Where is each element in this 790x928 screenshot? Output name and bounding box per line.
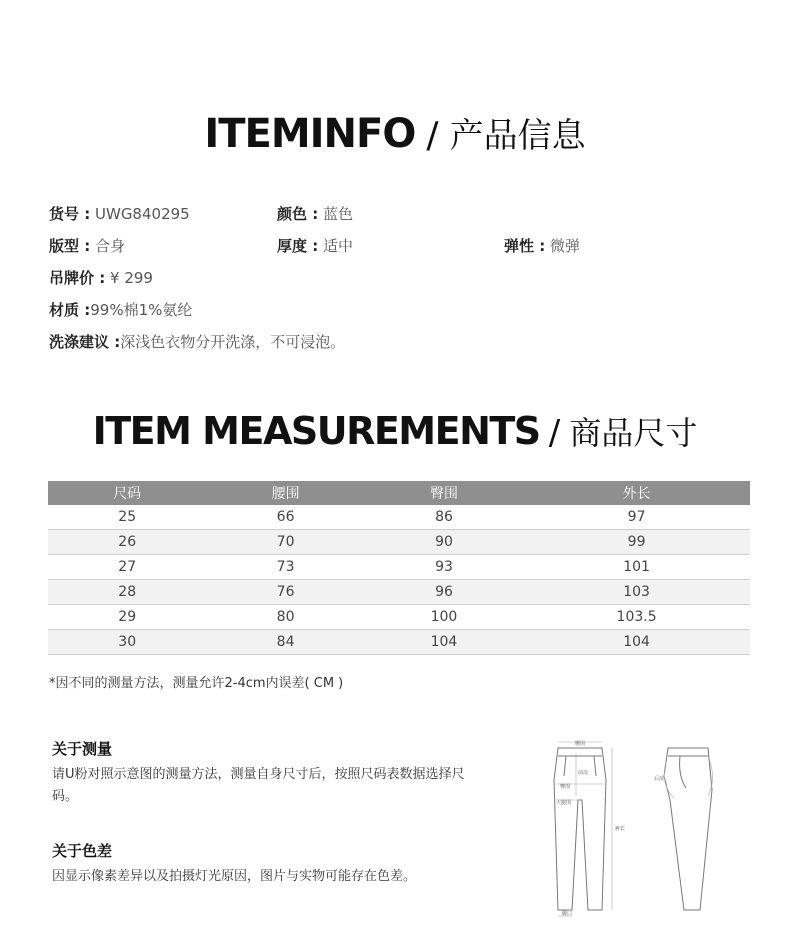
wash-label: 洗涤建议 : <box>49 333 121 351</box>
stretch-label: 弹性 : <box>504 237 546 255</box>
label-length: 裤长 <box>615 826 626 832</box>
material-field <box>49 299 192 320</box>
cell: 93 <box>365 555 523 580</box>
wash-field <box>49 331 345 352</box>
label-hip: 臀围 <box>560 784 571 790</box>
cell: 28 <box>48 580 206 605</box>
title-slash: / <box>548 413 561 453</box>
header-length: 外长 <box>523 481 750 505</box>
header-waist: 腰围 <box>206 481 364 505</box>
thickness-field <box>277 235 353 256</box>
color-diff-text: 因显示像素差异以及拍摄灯光原因，图片与实物可能存在色差。 <box>52 869 417 884</box>
cell: 84 <box>206 630 364 655</box>
cell: 97 <box>523 505 750 530</box>
table-row <box>48 530 750 555</box>
cell: 29 <box>48 605 206 630</box>
label-back-rise: 后浪 <box>654 776 665 782</box>
color-value: 蓝色 <box>318 205 354 223</box>
cell: 101 <box>523 555 750 580</box>
pants-measurement-diagram <box>540 740 750 920</box>
pants-side-illustration <box>664 748 712 910</box>
measure-lines <box>554 742 612 916</box>
cell: 66 <box>206 505 364 530</box>
measure-title: 关于测量 <box>52 740 113 758</box>
item-info-title-en: ITEMINFO <box>204 111 416 157</box>
color-diff-title: 关于色差 <box>52 842 113 860</box>
table-row <box>48 630 750 655</box>
cell: 99 <box>523 530 750 555</box>
price-field <box>49 267 153 288</box>
cell: 90 <box>365 530 523 555</box>
cell: 70 <box>206 530 364 555</box>
cell: 73 <box>206 555 364 580</box>
cell: 27 <box>48 555 206 580</box>
fit-value: 合身 <box>90 237 126 255</box>
stretch-value: 微弹 <box>545 237 581 255</box>
cell: 86 <box>365 505 523 530</box>
wash-value: 深浅色衣物分开洗涤，不可浸泡。 <box>120 333 346 351</box>
table-row <box>48 580 750 605</box>
sku-label: 货号 : <box>49 205 91 223</box>
size-table <box>48 481 750 655</box>
measure-text: 请U粉对照示意图的测量方法，测量自身尺寸后，按照尺码表数据选择尺码。 <box>52 767 465 804</box>
label-hem: 脚口 <box>562 911 573 917</box>
thickness-value: 适中 <box>318 237 354 255</box>
color-field <box>277 203 353 224</box>
label-thigh: 大腿围 <box>556 800 572 806</box>
cell: 104 <box>365 630 523 655</box>
cell: 80 <box>206 605 364 630</box>
cell: 30 <box>48 630 206 655</box>
material-value: 99%棉1%氨纶 <box>90 301 193 319</box>
cell: 104 <box>523 630 750 655</box>
measurements-title-en: ITEM MEASUREMENTS <box>92 409 540 453</box>
stretch-field <box>504 235 580 256</box>
table-row <box>48 605 750 630</box>
cell: 103 <box>523 580 750 605</box>
sku-value: UWG840295 <box>90 205 190 223</box>
price-label: 吊牌价 : <box>49 269 106 287</box>
cell: 76 <box>206 580 364 605</box>
thickness-label: 厚度 : <box>277 237 319 255</box>
cell: 96 <box>365 580 523 605</box>
material-label: 材质 : <box>49 301 91 319</box>
sku-field <box>49 203 190 224</box>
cell: 100 <box>365 605 523 630</box>
table-row <box>48 505 750 530</box>
item-info-title <box>0 108 790 157</box>
measurements-title <box>0 408 790 454</box>
fit-label: 版型 : <box>49 237 91 255</box>
fit-field <box>49 235 125 256</box>
table-header-row <box>48 481 750 505</box>
table-row <box>48 555 750 580</box>
label-front-rise: 前浪 <box>578 770 589 776</box>
title-slash: / <box>426 115 439 156</box>
measurements-title-cn: 商品尺寸 <box>569 414 698 452</box>
measurement-note: *因不同的测量方法，测量允许2-4cm内误差( CM ) <box>49 676 344 691</box>
label-waist: 腰围 <box>574 741 586 747</box>
header-size: 尺码 <box>48 481 206 505</box>
header-hip: 臀围 <box>365 481 523 505</box>
price-value: ¥ 299 <box>105 269 153 287</box>
color-label: 颜色 : <box>277 205 319 223</box>
cell: 103.5 <box>523 605 750 630</box>
cell: 25 <box>48 505 206 530</box>
cell: 26 <box>48 530 206 555</box>
item-info-title-cn: 产品信息 <box>449 116 586 156</box>
